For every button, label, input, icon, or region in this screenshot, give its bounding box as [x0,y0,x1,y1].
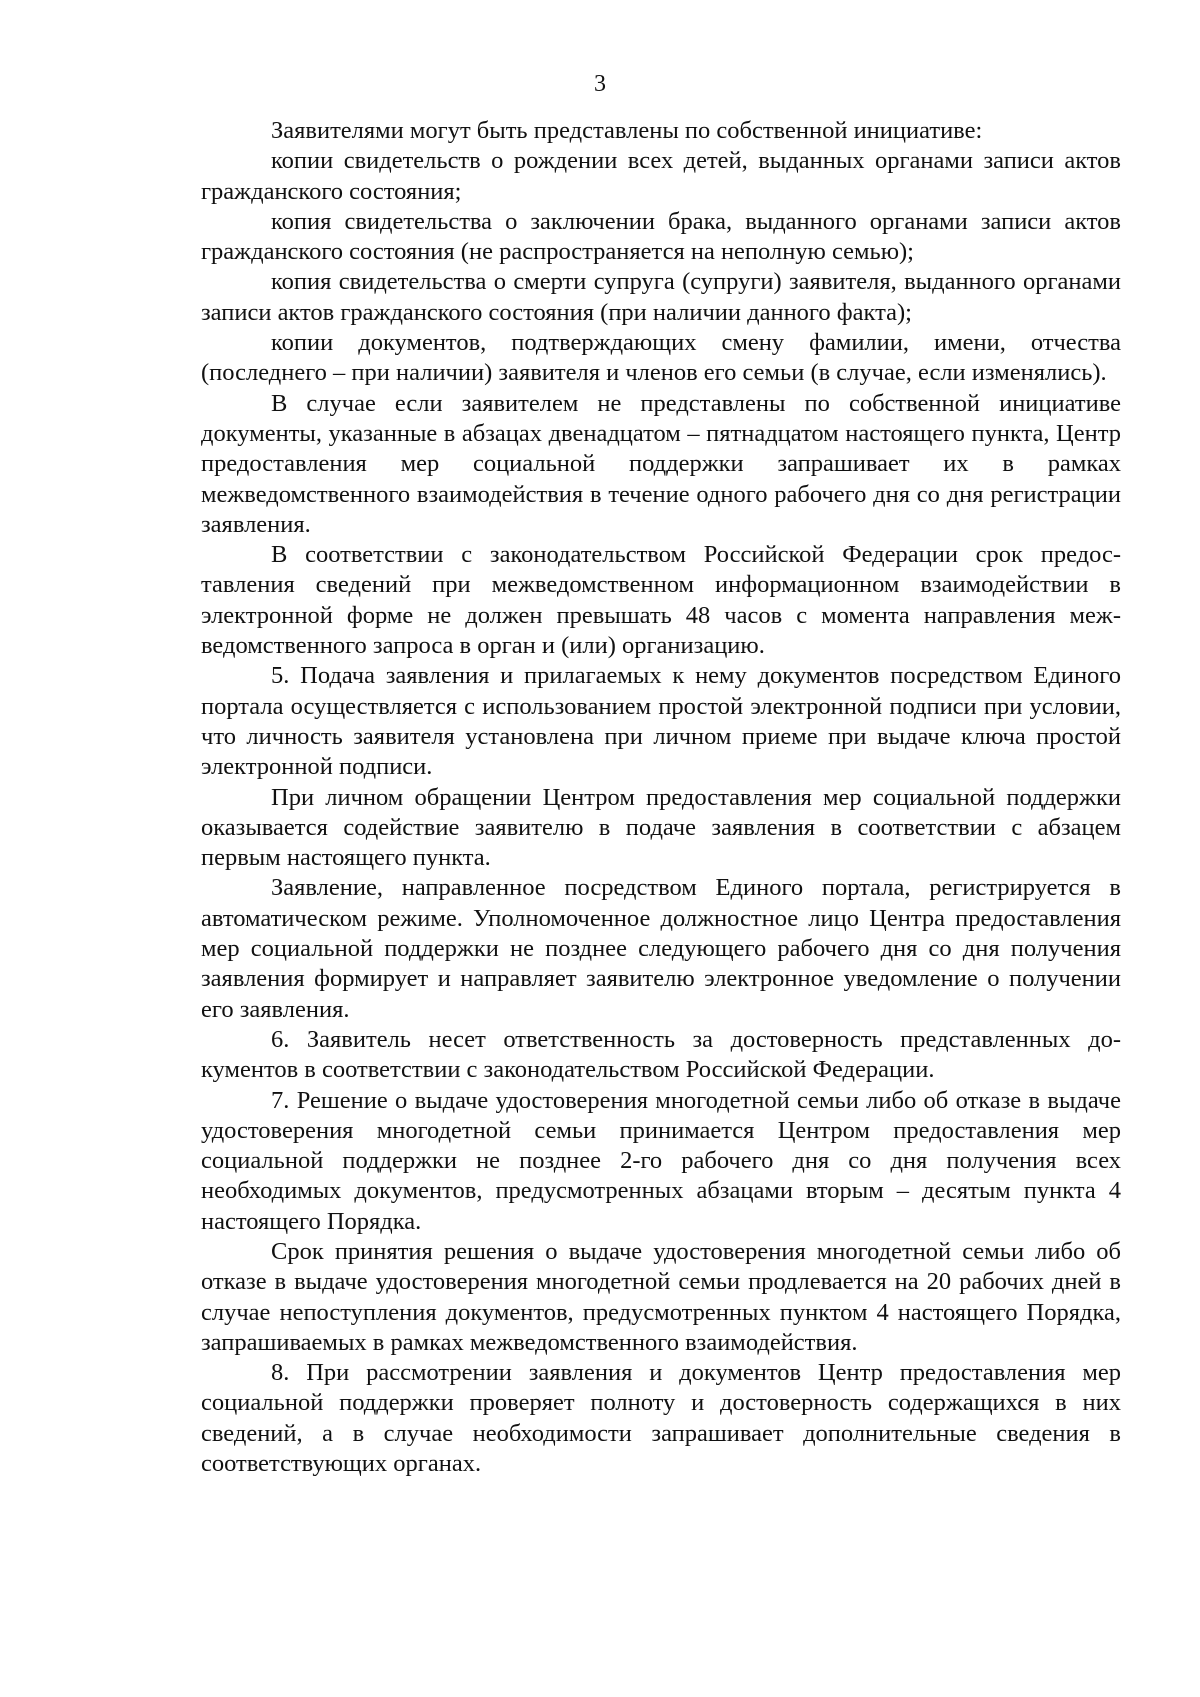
paragraph-item-8: 8. При рассмотрении заявления и документов Центр предоставления мер социальной поддержки проверяет полноту и достоверность содержащихся в них сведений, а в случае необходимости запрашивает дополнительные сведения в соответствующих органах. [201,1359,1121,1478]
paragraph-48-hours: В соответствии с законодательством Российской Федерации срок предоставления сведений при межведомственном информационном взаимодействии в электронной форме не должен превышать 48 часов с момента направления межведомственного запроса в орган и (или) организацию. [201,541,1121,660]
paragraph-marriage-certificate: копия свидетельства о заключении брака, выданного органами записи актов гражданского состояния (не распространяется на неполную семью); [201,207,1121,266]
paragraph-name-change-documents: копии документов, подтверждающих смену фамилии, имени, отчества (последнего – при наличии) заявителя и членов его семьи (в случае, если изменялись). [201,329,1121,387]
paragraph-interagency-request: В случае если заявителем не представлены по собственной инициативе документы, указанные в абзацах двенадцатом – пятнадцатом настоящего пункта, Центр предоставления мер социальной поддержки запрашивает их в рамках межведомственного взаимодействия в течение одного рабочего дня со дня регистрации заявления. [201,389,1121,538]
paragraph-item-7: 7. Решение о выдаче удостоверения многодетной семьи либо об отказе в выдаче удостоверения многодетной семьи принимается Центром предоставления мер социальной поддержки не позднее 2-го рабочего дня со дня получения всех необходимых документов, предусмотренных абзацами вторым – десятым пункта 4 настоящего Порядка. [201,1086,1121,1235]
paragraph-birth-certificates: копии свидетельств о рождении всех детей, выданных органами записи актов гражданского состояния; [201,147,1121,205]
paragraph-decision-term: Срок принятия решения о выдаче удостоверения многодетной семьи либо об отказе в выдаче удостоверения многодетной семьи продлевается на 20 рабочих дней в случае непоступления документов, предусмотренных пунктом 4 настоящего Порядка, запрашиваемых в рамках межведомственного взаимодействия. [201,1237,1121,1356]
paragraph-death-certificate: копия свидетельства о смерти супруга (супруги) заявителя, выданного органами записи актов гражданского состояния (при наличии данного факта); [201,268,1121,326]
paragraph-item-5: 5. Подача заявления и прилагаемых к нему документов посредством Единого портала осуществляется с использованием простой электронной подписи при условии, что личность заявителя установлена при личном приеме при выдаче ключа простой электронной подписи. [201,662,1121,781]
document-body [201,116,1121,1479]
paragraph-automatic-registration: Заявление, направленное посредством Единого портала, регистрируется в автоматическом режиме. Уполномоченное должностное лицо Центра предоставления мер социальной поддержки не позднее следующего рабочего дня со дня получения заявления формирует и направляет заявителю электронное уведомление о получении его заявления. [201,874,1121,1023]
page-number: 3 [594,71,606,97]
paragraph-intro: Заявителями могут быть представлены по собственной инициативе: [271,117,983,144]
paragraph-item-6: 6. Заявитель несет ответственность за достоверность представленных документов в соответствии с законодательством Российской Федерации. [201,1025,1121,1084]
paragraph-personal-visit: При личном обращении Центром предоставления мер социальной поддержки оказывается содействие заявителю в подаче заявления в соответствии с абзацем первым настоящего пункта. [201,783,1121,872]
